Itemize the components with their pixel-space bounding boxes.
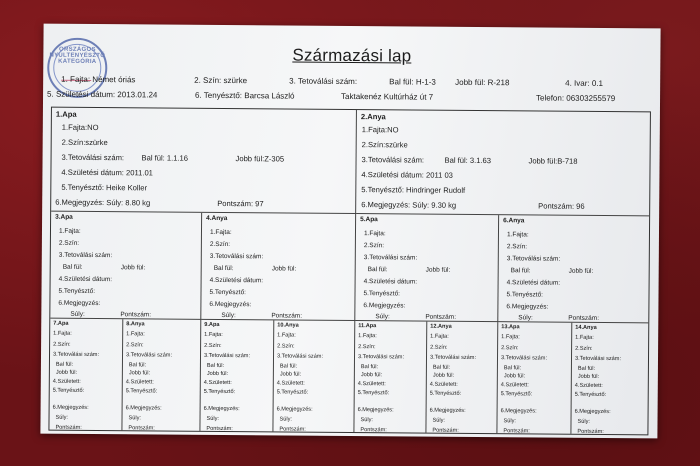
field-pont: Pontszám: <box>206 425 233 433</box>
field-jobb-ful: Jobb fül:B-718 <box>528 156 578 166</box>
field-szin: 2.Szín: <box>430 344 448 351</box>
field-szul: 4.Születési dátum: <box>209 276 264 285</box>
field-pont: Pontszám: <box>271 312 303 320</box>
field-pont: Pontszám: <box>128 425 155 432</box>
page-title: Származási lap <box>292 45 412 66</box>
stamp-text: ORSZÁGOS NYÚLTENYÉSZTŐ KATEGÓRIA <box>49 46 106 65</box>
field-szul: 4.Született: <box>125 379 154 386</box>
field-szul: 4.Született: <box>203 379 232 387</box>
field-suly: Súly: <box>221 311 236 320</box>
field-szin: 2.Szín: <box>277 343 295 350</box>
field-szul: 4.Született: <box>574 382 603 389</box>
cell-title: 12.Anya <box>430 323 452 330</box>
field-teny: 5.Tenyésztő: <box>203 388 236 396</box>
field-pontszam: Pontszám: 96 <box>538 201 585 211</box>
cell-title: 6.Anya <box>503 217 525 225</box>
field-suly: Súly: <box>279 416 292 423</box>
field-megj: 6.Megjegyzés: <box>58 299 101 308</box>
field-szul: 4.Született: <box>357 381 386 388</box>
field-pont: Pontszám: <box>360 427 387 434</box>
field-tet: 3.Tetoválási szám: <box>125 352 173 359</box>
field-pont: Pontszám: <box>503 428 530 435</box>
field-fajta: 1.Fajta: <box>209 228 232 237</box>
field-megj: 6.Megjegyzés: <box>209 300 252 309</box>
field-jobb: Jobb fül: <box>432 372 455 379</box>
field-szin: 2.Szín: <box>209 240 231 249</box>
field-fajta: 1.Fajta:NO <box>361 125 399 135</box>
header-bal-ful: Bal fül: H-1-3 <box>389 77 436 87</box>
field-szin: 2.Szín:szürke <box>61 137 108 148</box>
pedigree-sheet <box>40 24 660 439</box>
field-tet: 3.Tetoválási szám: <box>506 255 561 263</box>
field-teny: 5.Tenyésztő: <box>209 288 247 297</box>
field-bal: Bal fül: <box>432 364 451 371</box>
field-szin: 2.Szín: <box>126 342 144 349</box>
cell-row2 <box>201 213 356 321</box>
field-teny: 5.Tenyésztő: <box>52 387 85 394</box>
field-jobb: Jobb fül: <box>425 266 451 274</box>
field-pont: Pontszám: <box>425 313 457 321</box>
field-bal: Bal fül: <box>55 361 74 368</box>
field-pont: Pontszám: <box>55 424 82 431</box>
field-fajta: 1.Fajta: <box>58 227 81 235</box>
field-fajta: 1.Fajta: <box>501 334 520 341</box>
field-szin: 2.Szín: <box>363 242 385 250</box>
field-bal: Bal fül: <box>510 267 531 275</box>
field-megj: 6.Megjegyzés: <box>500 408 537 415</box>
field-jobb: Jobb fül: <box>271 265 297 273</box>
field-megj: 6.Megjegyzés: <box>52 404 89 411</box>
cell-1-apa <box>51 108 357 214</box>
field-megjegyzes: 6.Megjegyzés: Súly: 9.30 kg <box>361 200 457 210</box>
cell-title: 8.Anya <box>126 321 145 328</box>
cell-row3 <box>426 322 498 434</box>
field-fajta: 1.Fajta: <box>126 331 145 338</box>
header-telefon: Telefon: 06303255579 <box>536 93 616 104</box>
field-tet: 3.Tetoválási szám: <box>209 252 264 261</box>
field-szin: 2.Szín: <box>575 345 593 352</box>
cell-title: 11.Apa <box>358 323 377 330</box>
cell-2-anya <box>356 110 650 216</box>
field-jobb: Jobb fül: <box>206 370 229 378</box>
field-megjegyzes: 6.Megjegyzés: Súly: 8.80 kg <box>55 197 151 208</box>
field-bal-ful: Bal fül: 1.1.16 <box>141 153 189 163</box>
field-bal: Bal fül: <box>213 264 234 273</box>
cell-row3 <box>273 320 355 432</box>
cell-title: 2.Anya <box>360 112 386 122</box>
field-szul: 4.Születési dátum: <box>58 275 113 284</box>
pedigree-grid <box>48 107 651 436</box>
field-suly: Súly: <box>55 414 68 421</box>
field-megj: 6.Megjegyzés: <box>203 405 240 413</box>
field-teny: 5.Tenyésztő: <box>363 290 401 298</box>
field-jobb: Jobb fül: <box>360 372 383 379</box>
field-fajta: 1.Fajta: <box>363 230 386 238</box>
field-jobb-ful: Jobb fül:Z-305 <box>235 154 285 164</box>
header-cim: Taktakenéz Kultúrház út 7 <box>341 91 434 102</box>
field-megj: 6.Megjegyzés: <box>276 406 313 413</box>
cell-title: 5.Apa <box>360 216 378 224</box>
field-tet: 3.Tetoválási szám: <box>276 353 324 360</box>
field-megj: 6.Megjegyzés: <box>574 408 611 416</box>
field-tenyeszto: 5.Tenyésztő: Heike Koller <box>61 182 148 193</box>
field-fajta: 1.Fajta: <box>53 330 72 337</box>
field-szin: 2.Szín: <box>506 243 528 251</box>
field-bal: Bal fül: <box>577 365 596 372</box>
field-szin: 2.Szín: <box>53 341 71 348</box>
field-teny: 5.Tenyésztő: <box>506 291 544 299</box>
field-megj: 6.Megjegyzés: <box>506 303 549 311</box>
field-tetovalasi: 3.Tetoválási szám: <box>61 152 125 163</box>
field-pont: Pontszám: <box>568 314 600 322</box>
cell-row3 <box>49 319 123 431</box>
cell-title: 7.Apa <box>53 320 69 327</box>
field-bal: Bal fül: <box>206 362 225 370</box>
field-suly: Súly: <box>577 418 590 425</box>
header-jobb-ful: Jobb fül: R-218 <box>455 77 510 88</box>
cell-title: 1.Apa <box>55 109 77 119</box>
field-szin: 2.Szín: <box>358 344 376 351</box>
cell-row3 <box>497 322 572 434</box>
cell-title: 13.Apa <box>501 324 520 331</box>
field-teny: 5.Tenyésztő: <box>357 390 390 397</box>
field-teny: 5.Tenyésztő: <box>58 287 96 295</box>
field-szul: 4.Születési dátum: <box>506 279 561 287</box>
field-szin: 2.Szín: <box>204 342 222 349</box>
field-szin: 2.Szín:szürke <box>361 140 408 150</box>
field-tet: 3.Tetoválási szám: <box>357 354 405 361</box>
field-fajta: 1.Fajta: <box>430 333 449 340</box>
field-szul: 4.Született: <box>52 378 81 385</box>
header-tetovalasi: 3. Tetoválási szám: <box>289 76 358 87</box>
field-tet: 3.Tetoválási szám: <box>52 351 100 359</box>
field-bal: Bal fül: <box>279 363 298 370</box>
field-suly: Súly: <box>128 415 141 422</box>
field-jobb: Jobb fül: <box>279 371 302 378</box>
field-bal: Bal fül: <box>62 263 83 271</box>
cell-title: 9.Apa <box>204 321 220 328</box>
field-teny: 5.Tenyésztő: <box>276 389 309 396</box>
field-teny: 5.Tenyésztő: <box>500 391 533 398</box>
field-teny: 5.Tenyésztő: <box>429 390 462 397</box>
cell-title: 10.Anya <box>277 322 299 329</box>
field-szin: 2.Szín: <box>501 345 519 352</box>
field-szul: 4.Születési dátum: <box>363 278 418 286</box>
cell-row2 <box>498 215 649 323</box>
field-suly: Súly: <box>518 314 533 322</box>
field-szuletesi: 4.Születési dátum: 2011.01 <box>61 167 153 178</box>
field-pont: Pontszám: <box>279 426 306 433</box>
field-fajta: 1.Fajta: <box>204 331 223 339</box>
field-szin: 2.Szín: <box>58 239 80 247</box>
field-bal: Bal fül: <box>360 364 379 371</box>
field-jobb: Jobb fül: <box>503 373 526 380</box>
field-tenyeszto: 5.Tenyésztő: Hindringer Rudolf <box>361 185 466 195</box>
field-megj: 6.Megjegyzés: <box>357 407 394 414</box>
field-pontszam: Pontszám: 97 <box>217 198 264 209</box>
field-jobb: Jobb fül: <box>568 267 594 275</box>
field-tet: 3.Tetoválási szám: <box>363 254 418 262</box>
field-bal-ful: Bal fül: 3.1.63 <box>444 155 492 166</box>
field-megj: 6.Megjegyzés: <box>125 405 162 412</box>
cell-row3 <box>571 323 648 435</box>
field-jobb: Jobb fül: <box>120 264 146 272</box>
field-pont: Pontszám: <box>432 427 459 434</box>
field-fajta: 1.Fajta: <box>358 333 377 340</box>
field-fajta: 1.Fajta:NO <box>61 122 99 133</box>
cell-row3 <box>354 321 427 433</box>
field-megj: 6.Megjegyzés: <box>363 302 406 310</box>
cell-row3 <box>122 319 201 431</box>
field-tet: 3.Tetoválási szám: <box>58 251 113 260</box>
field-suly: Súly: <box>375 313 390 321</box>
field-szul: 4.Született: <box>429 381 458 388</box>
field-suly: Súly: <box>360 417 373 424</box>
cell-title: 4.Anya <box>206 214 228 223</box>
field-tet: 3.Tetoválási szám: <box>429 354 477 361</box>
field-suly: Súly: <box>503 418 516 425</box>
header-szuletesi: 5. Születési dátum: 2013.01.24 <box>47 89 158 100</box>
field-fajta: 1.Fajta: <box>506 231 529 239</box>
header-ivar: 4. Ivar: 0.1 <box>565 78 603 88</box>
field-szul: 4.Született: <box>500 382 529 389</box>
field-suly: Súly: <box>70 310 85 318</box>
cell-row2 <box>50 212 202 320</box>
field-megj: 6.Megjegyzés: <box>429 407 466 414</box>
field-tet: 3.Tetoválási szám: <box>574 355 622 363</box>
field-bal: Bal fül: <box>503 365 522 372</box>
field-fajta: 1.Fajta: <box>277 332 296 339</box>
field-suly: Súly: <box>206 415 219 422</box>
cell-row3 <box>200 320 274 432</box>
field-szul: 4.Született: <box>276 380 305 387</box>
cell-row2 <box>355 214 499 322</box>
field-tet: 3.Tetoválási szám: <box>500 355 548 362</box>
field-tetovalasi: 3.Tetoválási szám: <box>361 155 425 165</box>
field-bal: Bal fül: <box>128 362 147 369</box>
header-tenyeszto: 6. Tenyésztő: Barcsa László <box>195 90 295 101</box>
field-jobb: Jobb fül: <box>128 370 151 377</box>
field-jobb: Jobb fül: <box>577 373 600 380</box>
field-szuletesi: 4.Születési dátum: 2011 03 <box>361 170 453 180</box>
cell-title: 3.Apa <box>55 213 73 221</box>
field-pont: Pontszám: <box>577 428 604 435</box>
cell-title: 14.Anya <box>575 324 597 331</box>
field-fajta: 1.Fajta: <box>575 334 594 341</box>
header-fajta: 1. Fajta: Német óriás <box>61 74 136 85</box>
field-teny: 5.Tenyésztő: <box>574 391 607 399</box>
header-szin: 2. Szín: szürke <box>194 75 248 86</box>
field-pont: Pontszám: <box>120 311 152 319</box>
field-bal: Bal fül: <box>367 266 388 274</box>
field-tet: 3.Tetoválási szám: <box>203 352 251 360</box>
field-jobb: Jobb fül: <box>55 369 78 376</box>
field-teny: 5.Tenyésztő: <box>125 388 158 395</box>
field-suly: Súly: <box>432 417 445 424</box>
